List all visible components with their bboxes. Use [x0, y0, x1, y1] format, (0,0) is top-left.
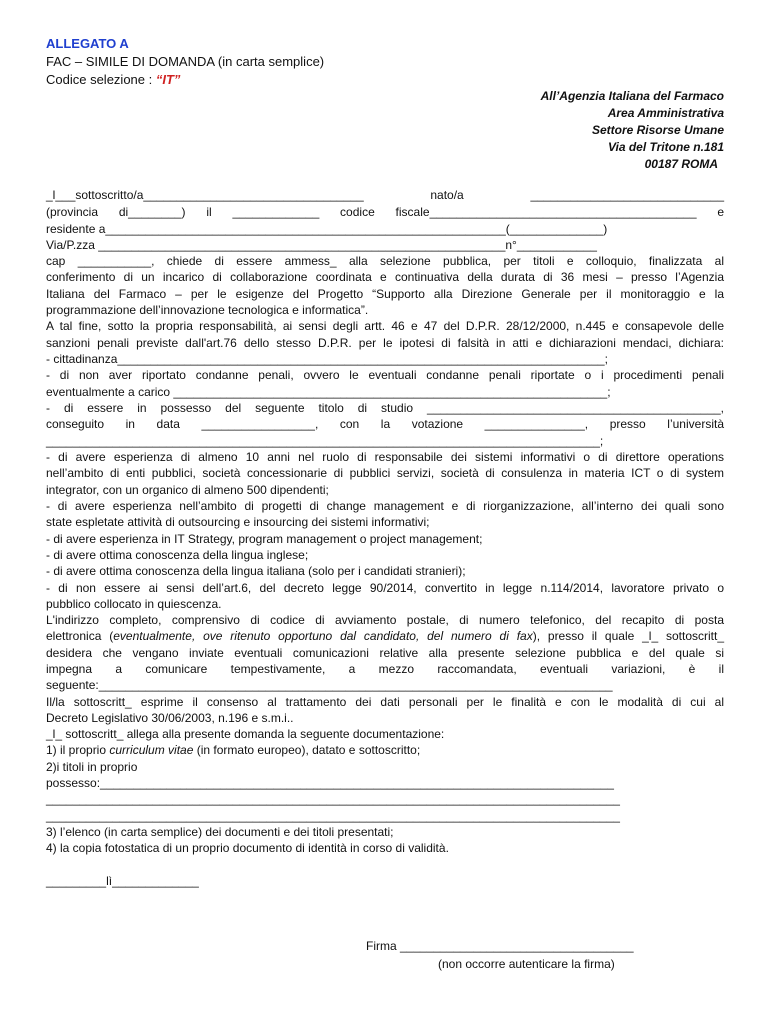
body-line-italic: eventualmente, ove ritenuto opportuno dal candidato, del numero di fax [113, 629, 533, 643]
body-line: 2)i titoli in proprio [46, 760, 138, 774]
body-line: conseguito in data _________________, con la votazione _______________, presso l’università [46, 417, 724, 431]
body-line: possesso:_____________________________________________________________________________ [46, 776, 614, 790]
recipient-line-1: All’Agenzia Italiana del Farmaco [540, 89, 724, 103]
signature-note: (non occorre autenticare la firma) [438, 957, 615, 971]
body-line: eventualmente a carico _________________________________________________________________; [46, 385, 611, 399]
body-line [46, 742, 724, 758]
body-line: (provincia di________) il _____________ codice fiscale________________________________________ e [46, 205, 724, 219]
body-line: - di avere esperienza nell’ambito di progetti di change management e di riorganizzazione, all’interno dei quali sono [46, 499, 724, 513]
selection-code-label: Codice selezione : [46, 72, 156, 87]
body-line: Decreto Legislativo 30/06/2003, n.196 e s.m.i.. [46, 711, 294, 725]
body-line-part: elettronica ( [46, 629, 114, 643]
body-line [46, 628, 724, 644]
body-line: _l_ sottoscritt_ allega alla presente domanda la seguente documentazione: [46, 727, 445, 741]
body-line-italic: curriculum vitae [109, 743, 194, 757]
recipient-line-4: Via del Tritone n.181 [607, 140, 724, 154]
selection-code [46, 72, 180, 87]
body-line: - cittadinanza_________________________________________________________________________; [46, 352, 608, 366]
body-line: ___________________________________________________________________________________; [46, 434, 604, 448]
body-line: _l___sottoscritto/a_________________________________ nato/a _____________________________ [46, 188, 724, 202]
body-line: ______________________________________________________________________________________ [46, 792, 620, 806]
body-line: residente a____________________________________________________________(______________) [46, 222, 608, 236]
body-line: - di avere ottima conoscenza della lingua inglese; [46, 548, 309, 562]
recipient-line-3: Settore Risorse Umane [591, 123, 724, 137]
body-line: nell’ambito di enti pubblici, società concessionarie di pubblici servizi, società di consulenza in materia ICT o di system [46, 466, 724, 480]
selection-code-value: “IT” [155, 72, 181, 87]
body-line: - di avere esperienza in IT Strategy, program management o project management; [46, 532, 483, 546]
body-line: impegna a comunicare tempestivamente, a mezzo raccomandata, eventuali variazioni, è il [46, 662, 724, 676]
body-line: - di avere esperienza di almeno 10 anni nel ruolo di responsabile dei sistemi informativi o di direttore operations [46, 450, 724, 464]
form-subtitle: FAC – SIMILE DI DOMANDA (in carta semplice) [46, 54, 325, 69]
body-line: - di avere ottima conoscenza della lingua italiana (solo per i candidati stranieri); [46, 564, 466, 578]
body-line-part: (in formato europeo), datato e sottoscritto; [193, 743, 421, 757]
body-line-part: 1) il proprio [46, 743, 110, 757]
body-line: - di non aver riportato condanne penali, ovvero le eventuali condanne penali riportate o i procedimenti penali [46, 368, 724, 382]
body-line: programmazione dell’innovazione tecnologica e informatica”. [46, 303, 369, 317]
recipient-line-2: Area Amministrativa [607, 106, 724, 120]
body-line: A tal fine, sotto la propria responsabilità, ai sensi degli artt. 46 e 47 del D.P.R. 28/12/2000, n.445 e consapevole delle [46, 319, 724, 333]
recipient-line-5: 00187 ROMA [644, 157, 718, 171]
body-line: seguente:_____________________________________________________________________________ [46, 678, 613, 692]
body-line: - di non essere ai sensi dell’art.6, del decreto legge 90/2014, convertito in legge n.114/2014, lavoratore privato o [46, 581, 724, 595]
body-line: 4) la copia fotostatica di un proprio documento di identità in corso di validità. [46, 841, 449, 855]
body-line: conferimento di un incarico di collaborazione coordinata e continuativa della durata di 36 mesi – presso l’Agenzia [46, 270, 724, 284]
body-line: L'indirizzo completo, comprensivo di codice di avviamento postale, di numero telefonico, del recapito di posta [46, 613, 724, 627]
signature-line: Firma ___________________________________ [366, 939, 634, 953]
body-line: 3) l’elenco (in carta semplice) dei documenti e dei titoli presentati; [46, 825, 394, 839]
body-line: sanzioni penali previste dall'art.76 dello stesso D.P.R. per le ipotesi di falsità in atti e dichiarazioni mendaci, dichiara: [46, 336, 724, 350]
place-date-line: _________lì_____________ [46, 874, 199, 888]
body-line: desidera che vengano inviate eventuali comunicazioni relative alla presente selezione pubblica e del quale si [46, 646, 724, 660]
body-line: pubblico collocato in quiescenza. [46, 597, 222, 611]
body-line: cap ___________, chiede di essere ammess_ alla selezione pubblica, per titoli e colloquio, finalizzata al [46, 254, 724, 268]
body-line: Il/la sottoscritt_ esprime il consenso al trattamento dei dati personali per le finalità e con le modalità di cui al [46, 695, 724, 709]
attachment-title: ALLEGATO A [46, 36, 129, 51]
body-line: state espletate attività di outsourcing e insourcing dei sistemi informativi; [46, 515, 430, 529]
body-line: integrator, con un organico di almeno 500 dipendenti; [46, 483, 329, 497]
body-line: Italiana del Farmaco – per le esigenze del Progetto “Supporto alla Direzione Generale per il monitoraggio e la [46, 287, 724, 301]
body-line: ______________________________________________________________________________________ [46, 809, 620, 823]
body-line: - di essere in possesso del seguente titolo di studio ____________________________________________, [46, 401, 724, 415]
body-line: Via/P.zza _____________________________________________________________n°____________ [46, 238, 597, 252]
body-line-part: ), presso il quale _l_ sottoscritt_ [532, 629, 725, 643]
